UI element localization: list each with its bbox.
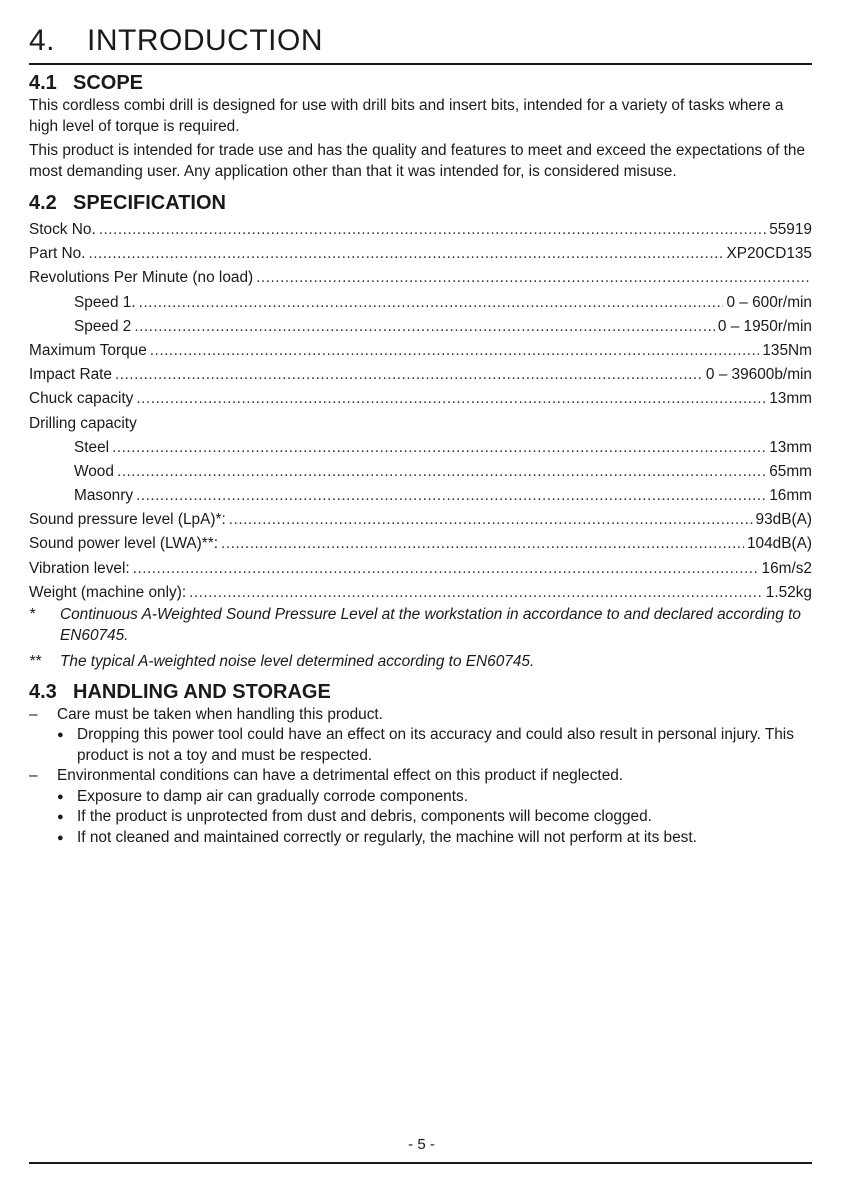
spec-label: Speed 1. — [74, 293, 136, 311]
spec-label: Steel — [74, 438, 110, 456]
handling-heading-number: 4.3 — [29, 680, 57, 703]
spec-row — [29, 532, 812, 556]
handling-item-text: Care must be taken when handling this product. — [57, 705, 383, 723]
spec-value: 0 – 39600b/min — [705, 366, 812, 384]
spec-label: Drilling capacity — [29, 414, 137, 432]
scope-heading-text: SCOPE — [73, 72, 144, 94]
spec-row — [29, 412, 812, 436]
bullet-dot-icon: ● — [57, 729, 64, 741]
footer-rule — [29, 1162, 812, 1164]
spec-value: 135Nm — [762, 341, 812, 359]
specification-heading — [29, 190, 812, 216]
scope-heading — [29, 70, 812, 96]
dot-leader — [136, 484, 766, 508]
page-title — [29, 24, 323, 58]
spec-value: 104dB(A) — [746, 535, 812, 553]
spec-label: Stock No. — [29, 221, 96, 238]
spec-row — [29, 363, 812, 387]
spec-row — [29, 387, 812, 411]
dot-leader — [133, 557, 759, 581]
dot-leader — [88, 242, 723, 266]
specification-heading-text: SPECIFICATION — [73, 192, 226, 214]
spec-row — [29, 291, 812, 315]
spec-label: Impact Rate — [29, 366, 112, 384]
specification-table — [29, 218, 812, 605]
spec-label: Sound pressure level (LpA)*: — [29, 511, 226, 529]
title-rule — [29, 63, 812, 65]
handling-bullet — [29, 828, 812, 849]
dot-leader — [134, 315, 715, 339]
footnote-mark: * — [29, 606, 35, 623]
bullet-dot-icon: ● — [57, 790, 64, 803]
spec-row — [29, 315, 812, 339]
handling-list — [29, 705, 812, 849]
spec-value: XP20CD135 — [726, 245, 812, 263]
spec-row — [29, 266, 812, 290]
dot-leader — [136, 387, 766, 411]
page-title-text: INTRODUCTION — [87, 24, 323, 57]
spec-label: Speed 2 — [74, 317, 132, 335]
handling-bullet-text: If not cleaned and maintained correctly or regularly, the machine will not perform at its best. — [77, 828, 697, 846]
spec-label: Maximum Torque — [29, 341, 147, 359]
page-content — [29, 70, 812, 848]
scope-heading-number: 4.1 — [29, 72, 57, 94]
spec-row — [29, 436, 812, 460]
dot-leader — [139, 291, 724, 315]
handling-item-text: Environmental conditions can have a detrimental effect on this product if neglected. — [57, 767, 624, 784]
footnote-text: The typical A-weighted noise level determined according to EN60745. — [60, 653, 535, 670]
dot-leader — [189, 581, 763, 605]
handling-section — [29, 679, 812, 849]
spec-row — [29, 581, 812, 605]
spec-label: Masonry — [74, 487, 134, 505]
spec-value: 55919 — [769, 221, 812, 238]
dot-leader — [221, 532, 744, 556]
spec-value: 13mm — [769, 390, 812, 408]
handling-bullet — [29, 725, 812, 766]
spec-row — [29, 339, 812, 363]
page-title-number: 4. — [29, 24, 56, 57]
dot-leader — [99, 218, 766, 242]
specification-section — [29, 190, 812, 673]
footnote-mark: ** — [29, 653, 41, 670]
bullet-dot-icon: ● — [57, 831, 64, 844]
handling-bullet-text: Dropping this power tool could have an effect on its accuracy and could also result in personal injury. This product is not a toy and must be respected. — [77, 726, 794, 764]
page-number: - 5 - — [408, 1136, 435, 1153]
spec-row — [29, 460, 812, 484]
spec-label: Wood — [74, 462, 114, 480]
handling-heading-text: HANDLING AND STORAGE — [73, 680, 331, 703]
spec-label: Vibration level: — [29, 559, 130, 577]
spec-value: 65mm — [769, 462, 812, 480]
scope-paragraph-2: This product is intended for trade use and has the quality and features to meet and exceed the expectations of the most demanding user. Any application other than that it was intended for, is considered misuse. — [29, 142, 806, 180]
handling-heading — [29, 679, 812, 705]
bullet-dot-icon: ● — [57, 811, 64, 823]
handling-item — [29, 705, 812, 726]
spec-label: Part No. — [29, 245, 86, 263]
handling-bullet-text: If the product is unprotected from dust and debris, components will become clogged. — [77, 808, 652, 825]
dot-leader — [115, 363, 703, 387]
dot-leader — [117, 460, 766, 484]
spec-value: 1.52kg — [765, 583, 812, 601]
spec-row — [29, 242, 812, 266]
spec-label: Sound power level (LWA)**: — [29, 535, 219, 553]
spec-label: Weight (machine only): — [29, 583, 187, 601]
spec-value: 0 – 1950r/min — [717, 317, 812, 335]
specification-heading-number: 4.2 — [29, 192, 57, 214]
footnote-lpa — [29, 605, 812, 646]
spec-value: 0 – 600r/min — [726, 293, 812, 311]
dash-marker: – — [29, 767, 38, 784]
handling-bullet-text: Exposure to damp air can gradually corrode components. — [77, 787, 468, 805]
spec-value: 93dB(A) — [755, 511, 812, 529]
handling-bullet — [29, 807, 812, 828]
footnote-text: Continuous A-Weighted Sound Pressure Level at the workstation in accordance to and declared according to EN60745. — [60, 606, 801, 644]
spec-row — [29, 218, 812, 242]
spec-value: 16mm — [769, 487, 812, 505]
spec-value: 16m/s2 — [761, 559, 812, 577]
handling-bullet — [29, 787, 812, 808]
spec-row — [29, 508, 812, 532]
dot-leader — [256, 266, 809, 290]
scope-section — [29, 70, 812, 182]
footnote-lwa — [29, 652, 812, 673]
dash-marker: – — [29, 705, 38, 723]
dot-leader — [150, 339, 760, 363]
dot-leader — [112, 436, 766, 460]
spec-value: 13mm — [769, 438, 812, 456]
spec-label: Revolutions Per Minute (no load) — [29, 269, 254, 287]
scope-paragraph-1: This cordless combi drill is designed for use with drill bits and insert bits, intended for a variety of tasks where a high level of torque is required. — [29, 97, 784, 135]
dot-leader — [229, 508, 753, 532]
spec-row — [29, 484, 812, 508]
handling-item — [29, 766, 812, 787]
spec-label: Chuck capacity — [29, 390, 134, 408]
spec-row — [29, 557, 812, 581]
